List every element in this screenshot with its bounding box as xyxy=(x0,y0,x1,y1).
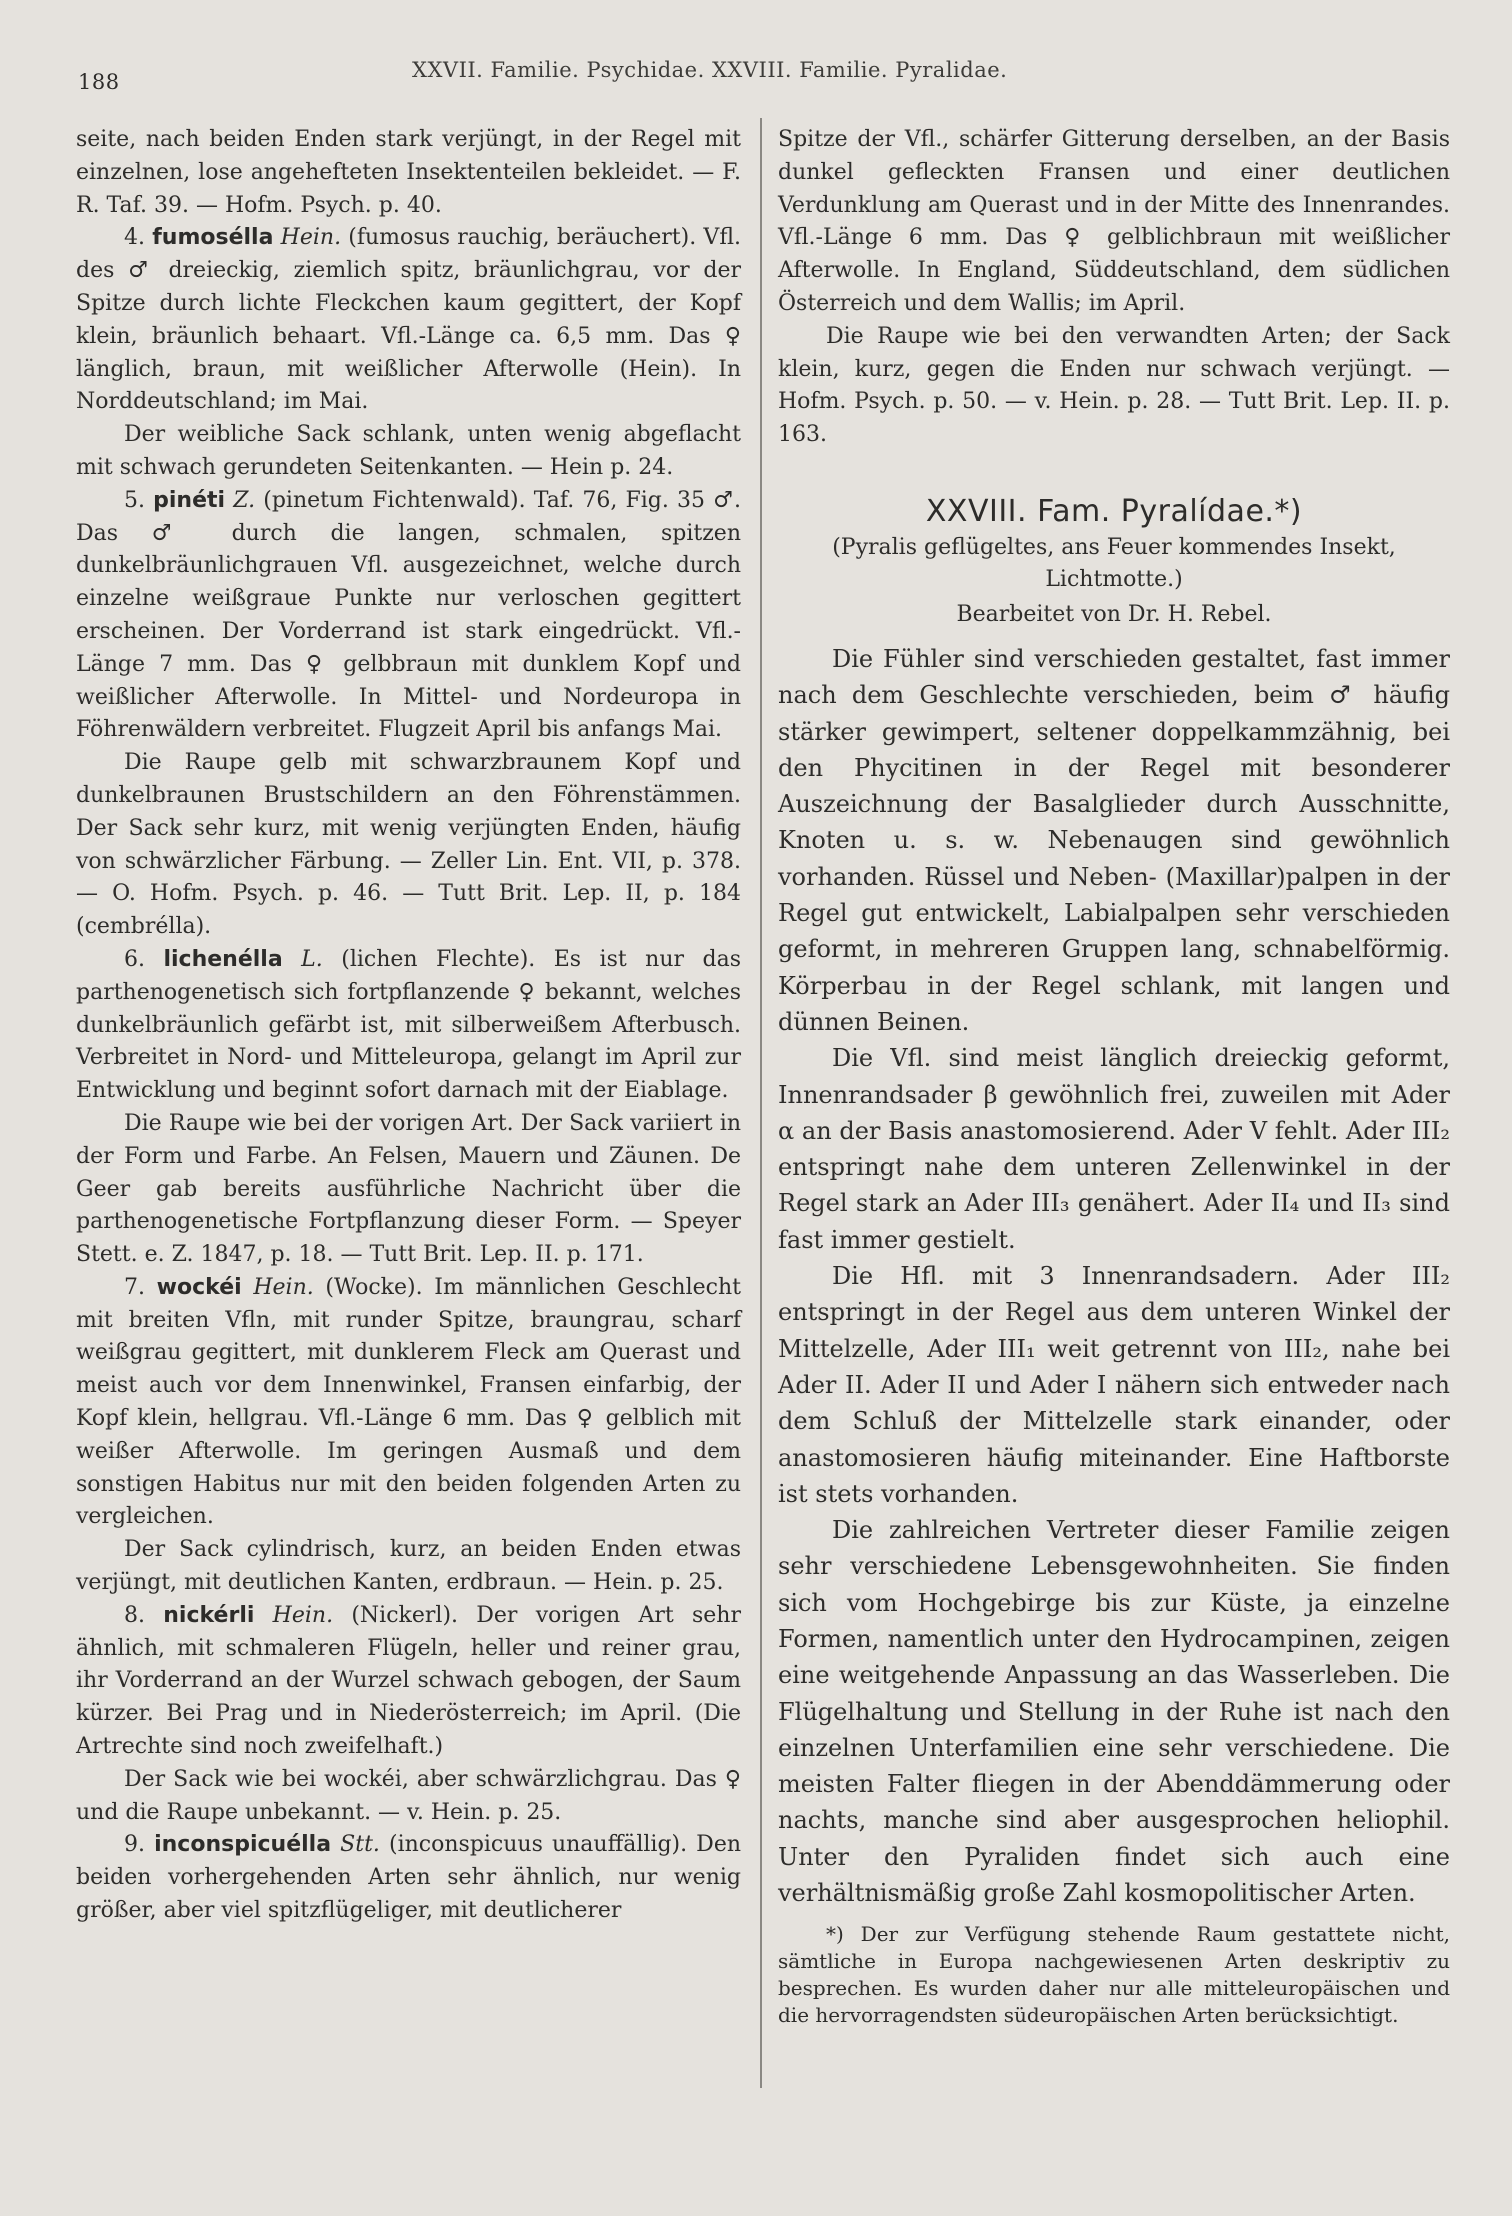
paragraph: Die Fühler sind verschieden gestaltet, fast immer nach dem Geschlechte verschieden, beim ♂ häufig stärker gewimpert, seltener doppelkammzähnig, bei den Phycitinen in der Regel mit besonderer Auszeichnung der Basalglieder durch Ausschnitte, Knoten u. s. w. Nebenaugen sind gewöhnlich vorhanden. Rüssel und Neben- (Maxillar)palpen in der Regel gut entwickelt, Labialpalpen sehr verschieden geformt, in mehreren Gruppen lang, schnabelförmig. Körperbau in der Regel schlank, mit langen und dünnen Beinen. xyxy=(778,644,1450,1036)
species-number: 5. xyxy=(124,487,145,513)
family-etymology: (Pyralis geflügeltes, ans Feuer kommendes Insekt, Lichtmotte.) xyxy=(832,534,1396,593)
running-header xyxy=(78,56,1118,96)
right-column-continuation xyxy=(778,124,1450,452)
species-name: inconspicuélla xyxy=(154,1832,332,1858)
footnote xyxy=(778,1921,1450,2029)
species-description: (fumosus rauchig, beräuchert). Vfl. des ♂ dreieckig, ziemlich spitz, bräunlichgrau, vor der Spitze durch lichte Fleckchen kaum gegittert, der Kopf klein, bräunlich behaart. Vfl.-Länge ca. 6,5 mm. Das ♀ länglich, braun, mit weißlicher Afterwolle (Hein). In Norddeutschland; im Mai. xyxy=(76,225,741,415)
species-entry xyxy=(76,1600,741,1764)
species-description: (Wocke). Im männlichen Geschlecht mit breiten Vfln, mit runder Spitze, braungrau, scharf weißgrau gegittert, mit dunklerem Fleck am Querast und meist auch vor dem Innenwinkel, Fransen einfarbig, der Kopf klein, hellgrau. Vfl.-Länge 6 mm. Das ♀ gelblich mit weißer Afterwolle. Im geringen Ausmaß und dem sonstigen Habitus nur mit den beiden folgenden Arten zu vergleichen. xyxy=(76,1274,741,1530)
column-divider xyxy=(760,118,762,2088)
paragraph: Der Sack cylindrisch, kurz, an beiden Enden etwas verjüngt, mit deutlichen Kanten, erdbraun. — Hein. p. 25. xyxy=(76,1537,741,1596)
left-column xyxy=(76,124,741,1928)
continued-paragraph: Spitze der Vfl., schärfer Gitterung derselben, an der Basis dunkel gefleckten Fransen und einer deutlichen Verdunklung am Querast und in der Mitte des Innenrandes. Vfl.-Länge 6 mm. Das ♀ gelblichbraun mit weißlicher Afterwolle. In England, Süddeutschland, dem südlichen Österreich und dem Wallis; im April. xyxy=(778,127,1450,316)
paragraph: Die Raupe wie bei den verwandten Arten; der Sack klein, kurz, gegen die Enden nur schwach verjüngt. — Hofm. Psych. p. 50. — v. Hein. p. 28. — Tutt Brit. Lep. II. p. 163. xyxy=(778,323,1450,448)
paragraph: Der weibliche Sack schlank, unten wenig abgeflacht mit schwach gerundeten Seitenkanten. — Hein p. 24. xyxy=(76,422,741,480)
species-entry xyxy=(76,944,741,1108)
species-author: Z. xyxy=(233,487,256,513)
species-number: 4. xyxy=(124,225,145,251)
right-column xyxy=(778,124,1450,2029)
species-author: Stt. xyxy=(340,1832,380,1858)
page-number: 188 xyxy=(78,70,120,94)
species-entry xyxy=(76,1829,741,1927)
running-title: XXVII. Familie. Psychidae. XXVIII. Familie. Pyralidae. xyxy=(412,58,1008,82)
species-number: 8. xyxy=(124,1602,145,1628)
species-number: 9. xyxy=(124,1832,145,1858)
species-author: Hein. xyxy=(272,1602,334,1628)
paragraph: Die Raupe wie bei der vorigen Art. Der Sack variiert in der Form und Farbe. An Felsen, Mauern und Zäunen. De Geer gab bereits ausführliche Nachricht über die parthenogenetische Fortpflanzung dieser Form. — Speyer Stett. e. Z. 1847, p. 18. — Tutt Brit. Lep. II. p. 171. xyxy=(76,1110,741,1268)
paragraph: Die zahlreichen Vertreter dieser Familie zeigen sehr verschiedene Lebensgewohnheiten. Sie finden sich vom Hochgebirge bis zur Küste, ja einzelne Formen, namentlich unter den Hydrocampinen, zeigen eine weitgehende Anpassung an das Wasserleben. Die Flügelhaltung und Stellung in der Ruhe ist nach den einzelnen Unterfamilien eine sehr verschiedene. Die meisten Falter fliegen in der Abenddämmerung oder nachts, manche sind aber ausgesprochen heliophil. Unter den Pyraliden findet sich auch eine verhältnismäßig große Zahl kosmopolitischer Arten. xyxy=(778,1516,1450,1908)
species-number: 6. xyxy=(124,946,145,972)
species-author: Hein. xyxy=(253,1274,314,1300)
footnote-text: *) Der zur Verfügung stehende Raum gestattete nicht, sämtliche in Europa nachgewiesenen Arten deskriptiv zu besprechen. Es wurden daher nur alle mitteleuropäischen und die hervorragendsten südeuropäischen Arten berücksichtigt. xyxy=(778,1922,1450,2028)
species-name: fumosélla xyxy=(152,225,274,251)
species-name: nickérli xyxy=(163,1602,255,1628)
species-description: (lichen Flechte). Es ist nur das parthenogenetisch sich fortpflanzende ♀ bekannt, welches dunkelbräunlich gefärbt ist, mit silberweißem Afterbusch. Verbreitet in Nord- und Mitteleuropa, gelangt im April zur Entwicklung und beginnt sofort darnach mit der Eiablage. xyxy=(76,946,741,1104)
paragraph: Die Hfl. mit 3 Innenrandsadern. Ader III₂ entspringt in der Regel aus dem unteren Winkel der Mittelzelle, Ader III₁ weit getrennt von III₂, nahe bei Ader II. Ader II und Ader I nähern sich entweder nach dem Schluß der Mittelzelle stark einander, oder anastomosieren häufig miteinander. Eine Haftborste ist stets vorhanden. xyxy=(778,1262,1450,1508)
species-name: pinéti xyxy=(153,487,226,513)
species-description: (Nickerl). Der vorigen Art sehr ähnlich, mit schmaleren Flügeln, heller und reiner grau, ihr Vorderrand an der Wurzel schwach gebogen, der Saum kürzer. Bei Prag und in Niederösterreich; im April. (Die Artrechte sind noch zweifelhaft.) xyxy=(76,1602,741,1760)
species-entry xyxy=(76,485,741,747)
paragraph: Die Vfl. sind meist länglich dreieckig geformt, Innenrandsader β gewöhnlich frei, zuweilen mit Ader α an der Basis anastomosierend. Ader V fehlt. Ader III₂ entspringt nahe dem unteren Zellenwinkel in der Regel stark an Ader III₃ genähert. Ader II₄ und II₃ sind fast immer gestielt. xyxy=(778,1044,1450,1254)
species-author: L. xyxy=(301,946,323,972)
species-author: Hein. xyxy=(280,225,342,251)
species-number: 7. xyxy=(124,1274,145,1300)
species-entry xyxy=(76,1272,741,1534)
species-name: lichenélla xyxy=(163,946,283,972)
species-name: wockéi xyxy=(156,1274,242,1300)
family-description xyxy=(778,641,1450,1911)
author-byline: Bearbeitet von Dr. H. Rebel. xyxy=(956,601,1272,627)
family-heading: XXVIII. Fam. Pyralídae.*) xyxy=(925,493,1303,529)
continued-paragraph: seite, nach beiden Enden stark verjüngt, in der Regel mit einzelnen, lose angehefteten Insektenteilen bekleidet. — F. R. Taf. 39. — Hofm. Psych. p. 40. xyxy=(76,127,741,218)
paragraph: Der Sack wie bei wockéi, aber schwärzlichgrau. Das ♀ und die Raupe unbekannt. — v. Hein. p. 25. xyxy=(76,1766,741,1825)
species-entry xyxy=(76,222,741,419)
paragraph: Die Raupe gelb mit schwarzbraunem Kopf und dunkelbraunen Brustschildern an den Föhrenstämmen. Der Sack sehr kurz, mit wenig verjüngten Enden, häufig von schwärzlicher Färbung. — Zeller Lin. Ent. VII, p. 378. — O. Hofm. Psych. p. 46. — Tutt Brit. Lep. II, p. 184 (cembrélla). xyxy=(76,750,741,940)
species-description: (pinetum Fichtenwald). Taf. 76, Fig. 35 ♂. Das ♂ durch die langen, schmalen, spitzen dunkelbräunlichgrauen Vfl. ausgezeichnet, welche durch einzelne weißgraue Punkte nur verloschen gegittert erscheinen. Der Vorderrand ist stark eingedrückt. Vfl.-Länge 7 mm. Das ♀ gelbbraun mit dunklem Kopf und weißlicher Afterwolle. In Mittel- und Nordeuropa in Föhrenwäldern verbreitet. Flugzeit April bis anfangs Mai. xyxy=(76,487,741,743)
species-description: (inconspicuus unauffällig). Den beiden vorhergehenden Arten sehr ähnlich, nur wenig größer, aber viel spitzflügeliger, mit deutlicherer xyxy=(76,1832,742,1924)
